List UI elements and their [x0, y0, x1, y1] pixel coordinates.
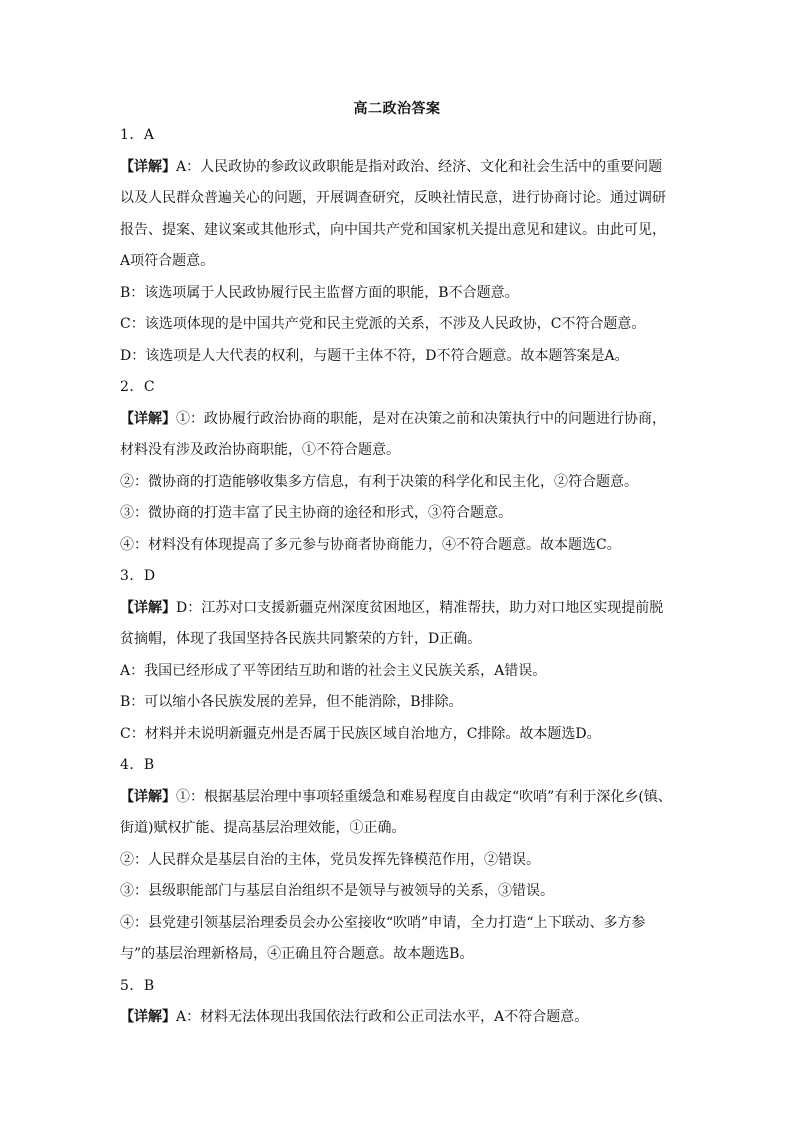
answer-item [120, 120, 675, 372]
explanation-text: D：江苏对口支援新疆克州深度贫困地区，精准帮扶，助力对口地区实现提前脱贫摘帽，体现了我国坚持各民族共同繁荣的方针，D正确。 [120, 599, 664, 647]
option-analysis: ④：材料没有体现提高了多元参与协商者协商能力，④不符合题意。故本题选C。 [120, 536, 621, 553]
option-analysis: ④：县党建引领基层治理委员会办公室接收“吹哨”申请，全力打造“上下联动、多方参与”的基层治理新格局，④正确且符合题意。故本题选B。 [120, 914, 646, 962]
answer-item [120, 750, 675, 971]
explanation-tag: 【详解】 [120, 1009, 176, 1025]
answer-number: 1．A [120, 127, 155, 143]
answer-item [120, 372, 675, 561]
option-analysis: B：该选项属于人民政协履行民主监督方面的职能，B不合题意。 [120, 284, 519, 301]
explanation-text: ①：政协履行政治协商的职能，是对在决策之前和决策执行中的问题进行协商，材料没有涉及政治协商职能，①不符合题意。 [120, 410, 666, 458]
answer-item [120, 561, 675, 750]
explanation-tag: 【详解】 [120, 599, 176, 616]
explanation-text: A：人民政协的参政议政职能是指对政治、经济、文化和社会生活中的重要问题以及人民群众普遍关心的问题，开展调查研究，反映社情民意，进行协商讨论。通过调研报告、提案、建议案或其他形式，向中国共产党和国家机关提出意见和建议。由此可见，A项符合题意。 [120, 158, 666, 269]
explanation-tag: 【详解】 [120, 158, 176, 175]
option-analysis: ②：人民群众是基层自治的主体，党员发挥先锋模范作用，②错误。 [120, 851, 540, 868]
explanation-tag: 【详解】 [120, 410, 176, 427]
answer-list [120, 120, 675, 1034]
answer-item [120, 971, 675, 1034]
explanation-paragraph [120, 404, 675, 467]
answer-number: 4．B [120, 757, 155, 773]
option-analysis: C：材料并未说明新疆克州是否属于民族区域自治地方，C排除。故本题选D。 [120, 725, 601, 742]
explanation-paragraph [120, 152, 675, 278]
explanation-tag: 【详解】 [120, 788, 176, 805]
option-analysis: ②：微协商的打造能够收集多方信息，有利于决策的科学化和民主化，②符合题意。 [120, 473, 638, 490]
answer-number: 5．B [120, 977, 155, 994]
explanation-text: A：材料无法体现出我国依法行政和公正司法水平，A不符合题意。 [176, 1009, 589, 1025]
option-analysis: C：该选项体现的是中国共产党和民主党派的关系，不涉及人民政协，C不符合题意。 [120, 316, 646, 332]
explanation-paragraph [120, 782, 675, 845]
option-analysis: D：该选项是人大代表的权利，与题干主体不符，D不符合题意。故本题答案是A。 [120, 347, 629, 364]
explanation-paragraph [120, 1002, 675, 1034]
option-analysis: ③：县级职能部门与基层自治组织不是领导与被领导的关系，③错误。 [120, 883, 554, 899]
page-title: 高二政治答案 [353, 101, 441, 117]
answer-number: 2．C [120, 379, 156, 395]
explanation-text: ①：根据基层治理中事项轻重缓急和难易程度自由裁定“吹哨”有利于深化乡(镇、街道)赋权扩能、提高基层治理效能，①正确。 [120, 788, 672, 836]
explanation-paragraph [120, 593, 675, 656]
answer-number: 3．D [120, 568, 156, 584]
option-analysis: B：可以缩小各民族发展的差异，但不能消除，B排除。 [120, 694, 463, 710]
option-analysis: A：我国已经形成了平等团结互助和谐的社会主义民族关系，A错误。 [120, 662, 547, 679]
option-analysis: ③：微协商的打造丰富了民主协商的途径和形式，③符合题意。 [120, 505, 512, 521]
